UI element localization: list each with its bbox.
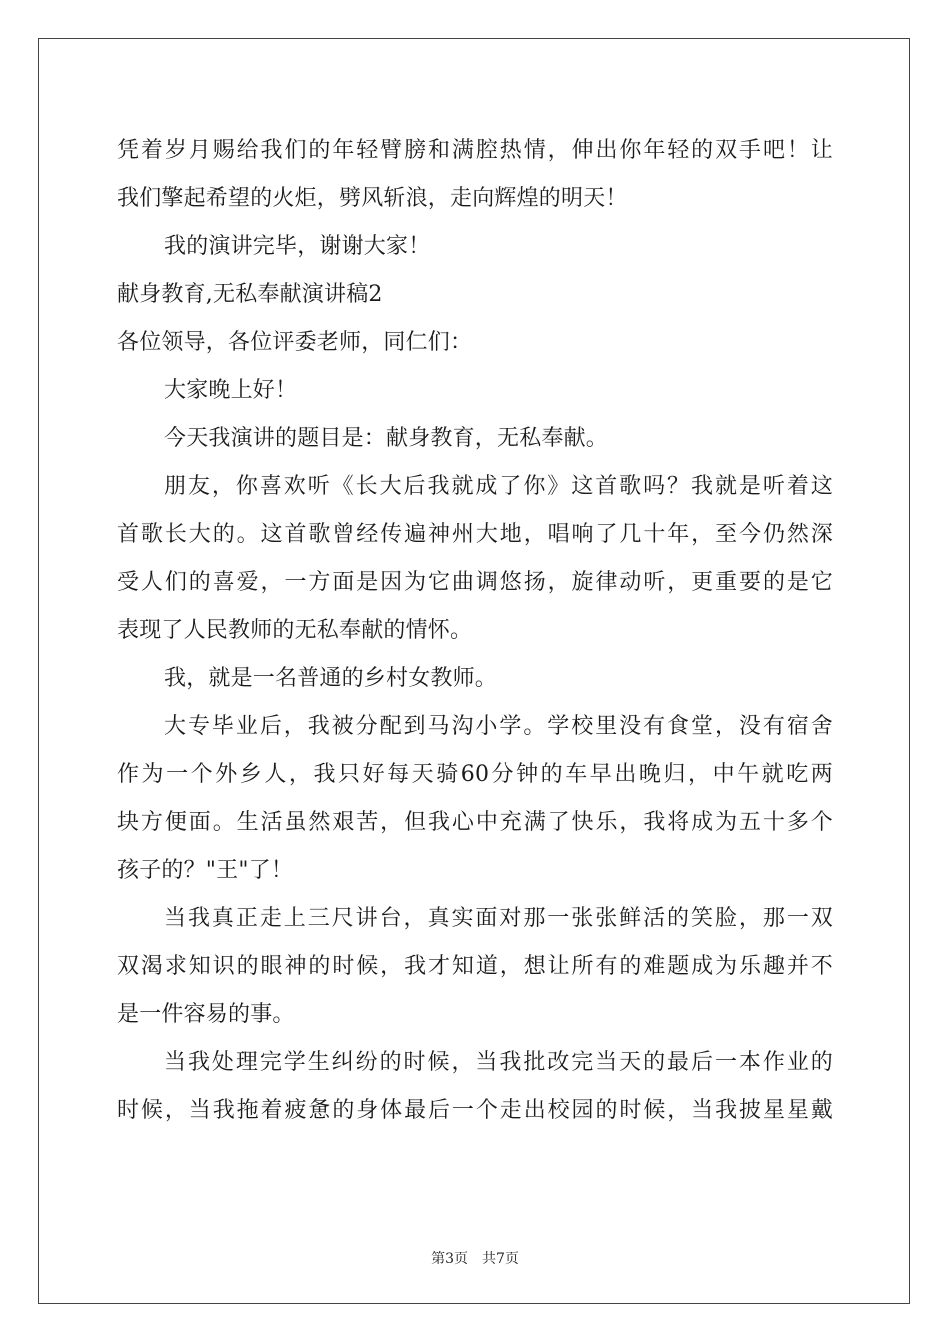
document-body — [117, 127, 833, 1135]
page-total: 共7页 — [482, 1251, 519, 1267]
text-line: 朋友，你喜欢听《长大后我就成了你》这首歌吗？我就是听着这 — [164, 474, 833, 499]
text-line: 当我真正走上三尺讲台，真实面对那一张张鲜活的笑脸，那一双 — [164, 906, 833, 931]
text-line: 大专毕业后，我被分配到马沟小学。学校里没有食堂，没有宿舍 — [164, 714, 833, 739]
text-line: 我们擎起希望的火炬，劈风斩浪，走向辉煌的明天！ — [117, 186, 628, 211]
text-line: 我的演讲完毕，谢谢大家！ — [164, 234, 431, 259]
salutation: 各位领导，各位评委老师，同仁们： — [117, 330, 473, 355]
text-line: 块方便面。生活虽然艰苦，但我心中充满了快乐，我将成为五十多个 — [117, 810, 833, 835]
text-line: 首歌长大的。这首歌曾经传遍神州大地，唱响了几十年，至今仍然深 — [117, 522, 833, 547]
text-line: 我，就是一名普通的乡村女教师。 — [164, 666, 498, 691]
text-line: 今天我演讲的题目是：献身教育，无私奉献。 — [164, 426, 609, 451]
text-line: 作为一个外乡人，我只好每天骑60分钟的车早出晚归，中午就吃两 — [117, 762, 833, 787]
text-line: 是一件容易的事。 — [117, 1002, 295, 1027]
page-footer — [0, 1248, 950, 1268]
page-number: 第3页 — [431, 1251, 468, 1267]
text-line: 孩子的？"王"了！ — [117, 858, 294, 883]
text-line: 时候，当我拖着疲惫的身体最后一个走出校园的时候，当我披星星戴 — [117, 1098, 833, 1123]
section-title: 献身教育,无私奉献演讲稿2 — [117, 282, 383, 307]
text-line: 受人们的喜爱，一方面是因为它曲调悠扬，旋律动听，更重要的是它 — [117, 570, 833, 595]
text-line: 表现了人民教师的无私奉献的情怀。 — [117, 618, 473, 643]
text-line: 双渴求知识的眼神的时候，我才知道，想让所有的难题成为乐趣并不 — [117, 954, 833, 979]
text-line: 当我处理完学生纠纷的时候，当我批改完当天的最后一本作业的 — [164, 1050, 833, 1075]
text-line: 凭着岁月赐给我们的年轻臂膀和满腔热情，伸出你年轻的双手吧！让 — [117, 138, 833, 163]
text-line: 大家晚上好！ — [164, 378, 298, 403]
